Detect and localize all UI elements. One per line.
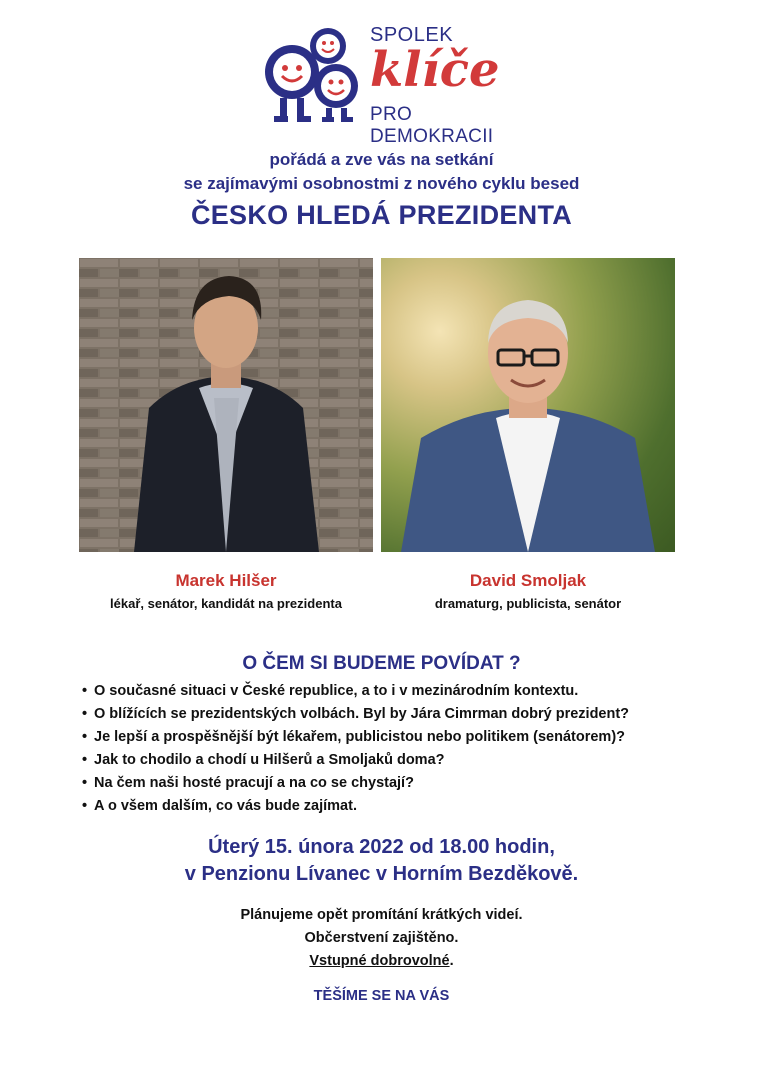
- note-admission: [0, 953, 763, 969]
- list-item: • A o všem dalším, co vás bude zajímat.: [82, 798, 357, 814]
- list-item: • O blížících se prezidentských volbách. Byl by Jára Cimrman dobrý prezident?: [82, 706, 630, 722]
- photo-marek-hilser: [79, 258, 373, 552]
- topic-text: Je lepší a prospěšnější být lékařem, publicistou nebo politikem (senátorem)?: [94, 729, 626, 745]
- note-videos: Plánujeme opět promítání krátkých videí.: [240, 907, 523, 923]
- topic-text: A o všem dalším, co vás bude zajímat.: [94, 798, 357, 814]
- guest-name-2: David Smoljak: [469, 571, 587, 590]
- list-item: • Je lepší a prospěšnější být lékařem, publicistou nebo politikem (senátorem)?: [82, 729, 626, 745]
- topics-list: [82, 680, 629, 818]
- guest-role-1: lékař, senátor, kandidát na prezidenta: [110, 596, 342, 611]
- topic-text: Jak to chodilo a chodí u Hilšerů a Smoljaků doma?: [94, 752, 445, 768]
- page-title: ČESKO HLEDÁ PREZIDENTA: [190, 200, 573, 230]
- admission-text: Vstupné dobrovolné: [309, 953, 450, 969]
- intro-line-2: se zajímavými osobnostmi z nového cyklu besed: [183, 174, 580, 193]
- closing-text: TĚŠÍME SE NA VÁS: [313, 988, 450, 1004]
- note-refreshments: Občerstvení zajištěno.: [304, 930, 459, 946]
- logo-faces-icon: [258, 24, 368, 134]
- list-item: • Na čem naši hosté pracují a na co se chystají?: [82, 775, 414, 791]
- event-date: Úterý 15. února 2022 od 18.00 hodin,: [208, 836, 555, 858]
- logo-text-pro-demokracii: PRO DEMOKRACII: [370, 104, 494, 147]
- logo-text-klice: klíče: [370, 42, 500, 98]
- logo-text-spolek: SPOLEK: [370, 24, 454, 46]
- portrait-left-illustration: [79, 258, 373, 552]
- guest-name-1: Marek Hilšer: [175, 571, 277, 590]
- list-item: • O současné situaci v České republice, a to i v mezinárodním kontextu.: [82, 683, 579, 699]
- guest-role-2: dramaturg, publicista, senátor: [434, 596, 622, 611]
- spolek-logo: [258, 24, 508, 147]
- intro-line-1: pořádá a zve vás na setkání: [269, 150, 494, 169]
- list-item: • Jak to chodilo a chodí u Hilšerů a Smoljaků doma?: [82, 752, 445, 768]
- topic-text: O současné situaci v České republice, a to i v mezinárodním kontextu.: [94, 683, 579, 699]
- topics-title: O ČEM SI BUDEME POVÍDAT ?: [242, 653, 521, 674]
- topic-text: Na čem naši hosté pracují a na co se chystají?: [94, 775, 414, 791]
- topic-text: O blížících se prezidentských volbách. Byl by Jára Cimrman dobrý prezident?: [94, 706, 630, 722]
- event-place: v Penzionu Lívanec v Horním Bezděkově.: [184, 863, 579, 885]
- portrait-right-illustration: [381, 258, 675, 552]
- photo-david-smoljak: [381, 258, 675, 552]
- admission-period: .: [449, 953, 454, 969]
